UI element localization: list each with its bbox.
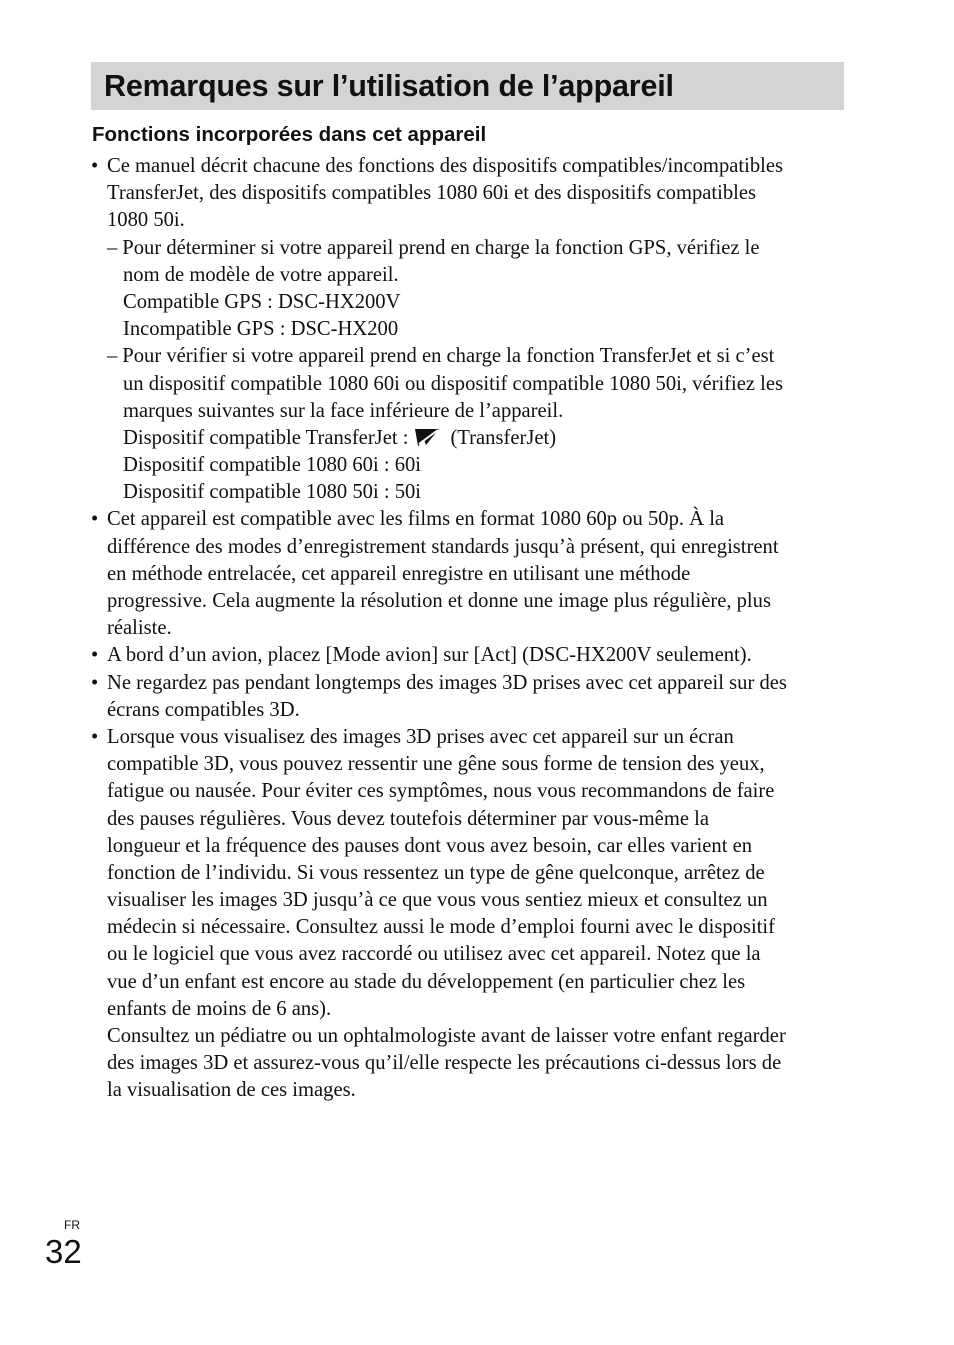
text-line: visualiser les images 3D jusqu’à ce que vous vous sentiez mieux et consultez un	[107, 889, 768, 912]
body-text	[91, 153, 851, 1105]
text-line: nom de modèle de votre appareil.	[123, 263, 399, 286]
text-line: (TransferJet)	[450, 426, 557, 449]
text-line: marques suivantes sur la face inférieure de l’appareil.	[123, 399, 564, 422]
text-line: compatible 3D, vous pouvez ressentir une gêne sous forme de tension des yeux,	[107, 753, 765, 776]
text-line: Ne regardez pas pendant longtemps des images 3D prises avec cet appareil sur des	[107, 671, 787, 694]
text-line: Pour vérifier si votre appareil prend en charge la fonction TransferJet et si c’est	[122, 345, 775, 368]
section-heading: Fonctions incorporées dans cet appareil	[92, 123, 487, 146]
text-line: TransferJet, des dispositifs compatibles 1080 60i et des dispositifs compatibles	[107, 182, 757, 205]
text-line: écrans compatibles 3D.	[107, 698, 300, 721]
text-line: fatigue ou nausée. Pour éviter ces symptômes, nous vous recommandons de faire	[107, 780, 775, 803]
text-line: Incompatible GPS : DSC-HX200	[123, 318, 399, 341]
bullet-marker: •	[91, 155, 99, 177]
text-line: différence des modes d’enregistrement standards jusqu’à présent, qui enregistrent	[107, 535, 779, 558]
text-line: Dispositif compatible TransferJet :	[123, 426, 409, 449]
text-line: Ce manuel décrit chacune des fonctions des dispositifs compatibles/incompatibles	[107, 155, 783, 177]
text-line: Dispositif compatible 1080 60i : 60i	[123, 454, 422, 477]
text-line: médecin si nécessaire. Consultez aussi le mode d’emploi fourni avec le dispositif	[107, 916, 775, 939]
language-code: FR	[64, 1218, 80, 1232]
bullet-item	[91, 724, 851, 751]
text-line: longueur et la fréquence des pauses dont vous avez besoin, car elles varient en	[107, 834, 753, 857]
bullet-marker: •	[91, 725, 99, 748]
title-bar	[91, 62, 844, 110]
text-line: A bord d’un avion, placez [Mode avion] sur [Act] (DSC-HX200V seulement).	[107, 644, 752, 667]
text-line: en méthode entrelacée, cet appareil enregistre en utilisant une méthode	[107, 562, 691, 585]
text-line: Cet appareil est compatible avec les films en format 1080 60p ou 50p. À la	[107, 508, 725, 531]
text-line: réaliste.	[107, 617, 172, 640]
dash-marker: –	[107, 236, 118, 259]
text-line: Pour déterminer si votre appareil prend en charge la fonction GPS, vérifiez le	[122, 236, 760, 259]
text-line: ou le logiciel que vous avez raccordé ou utilisez avec cet appareil. Notez que la	[107, 943, 761, 966]
bullet-marker: •	[91, 644, 99, 667]
bullet-marker: •	[91, 508, 99, 531]
text-line: la visualisation de ces images.	[107, 1079, 356, 1102]
page-number: 32	[45, 1233, 82, 1270]
text-line: Dispositif compatible 1080 50i : 50i	[123, 481, 422, 504]
transferjet-icon	[414, 428, 440, 447]
text-line: vue d’un enfant est encore au stade du développement (en particulier chez les	[107, 970, 746, 993]
text-line: Lorsque vous visualisez des images 3D prises avec cet appareil sur un écran	[107, 725, 734, 748]
bullet-marker: •	[91, 671, 99, 694]
page-title: Remarques sur l’utilisation de l’appareil	[104, 68, 674, 103]
text-line: des pauses régulières. Vous devez toutefois déterminer par vous-même la	[107, 807, 709, 830]
text-line: Compatible GPS : DSC-HX200V	[123, 290, 401, 313]
text-line: progressive. Cela augmente la résolution et donne une image plus régulière, plus	[107, 590, 771, 612]
dash-item	[91, 235, 851, 262]
transferjet-line	[91, 425, 851, 452]
text-line: un dispositif compatible 1080 60i ou dispositif compatible 1080 50i, vérifiez les	[123, 372, 784, 395]
dash-item	[91, 343, 851, 370]
text-line: des images 3D et assurez-vous qu’il/elle respecte les précautions ci-dessus lors de	[107, 1052, 782, 1075]
bullet-item	[91, 153, 851, 180]
dash-marker: –	[107, 345, 118, 368]
text-line: 1080 50i.	[107, 209, 185, 232]
text-line: enfants de moins de 6 ans).	[107, 997, 332, 1020]
bullet-item	[91, 670, 851, 697]
bullet-item	[91, 642, 851, 669]
text-line: fonction de l’individu. Si vous ressentez un type de gêne quelconque, arrêtez de	[107, 861, 765, 884]
bullet-item	[91, 506, 851, 533]
text-line: Consultez un pédiatre ou un ophtalmologiste avant de laisser votre enfant regarder	[107, 1025, 786, 1047]
